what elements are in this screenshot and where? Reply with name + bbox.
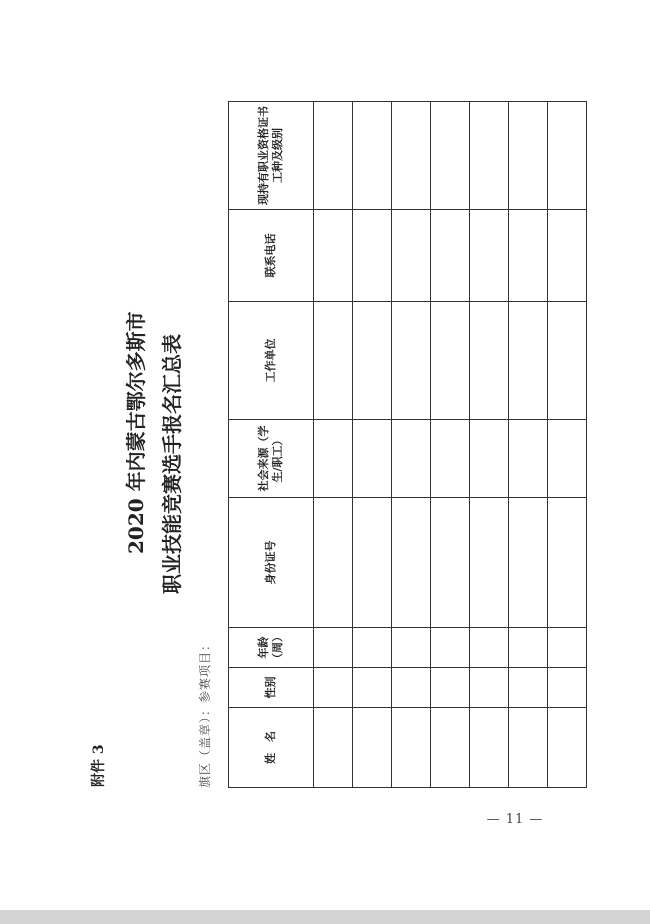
table-cell[interactable] <box>392 102 431 210</box>
table-cell[interactable] <box>353 708 392 788</box>
table-cell[interactable] <box>314 420 353 498</box>
table-cell[interactable] <box>470 302 509 420</box>
table-cell[interactable] <box>470 668 509 708</box>
title-line-1: 2020 年内蒙古鄂尔多斯市 <box>124 311 148 554</box>
table-row <box>470 102 509 788</box>
column-header-work-unit: 工作单位 <box>229 302 314 420</box>
table-header-row <box>229 102 314 788</box>
table-row <box>314 102 353 788</box>
table-cell[interactable] <box>392 628 431 668</box>
table-cell[interactable] <box>470 628 509 668</box>
table-cell[interactable] <box>392 498 431 628</box>
table-cell[interactable] <box>509 628 548 668</box>
table-row <box>353 102 392 788</box>
table-cell[interactable] <box>509 420 548 498</box>
table-cell[interactable] <box>470 210 509 302</box>
table-row <box>431 102 470 788</box>
table-cell[interactable] <box>392 210 431 302</box>
table-cell[interactable] <box>548 498 587 628</box>
registration-table <box>228 101 587 788</box>
table-cell[interactable] <box>509 102 548 210</box>
column-header-phone: 联系电话 <box>229 210 314 302</box>
table-cell[interactable] <box>353 302 392 420</box>
table-cell[interactable] <box>548 420 587 498</box>
table-row <box>509 102 548 788</box>
table-cell[interactable] <box>353 498 392 628</box>
table-cell[interactable] <box>509 498 548 628</box>
attachment-label: 附件 3 <box>91 744 107 787</box>
table-cell[interactable] <box>392 302 431 420</box>
column-header-age: 年龄（周） <box>229 628 314 668</box>
table-row <box>548 102 587 788</box>
page-number: — 11 — <box>486 812 544 827</box>
table-cell[interactable] <box>353 668 392 708</box>
table-cell[interactable] <box>314 302 353 420</box>
table-cell[interactable] <box>548 302 587 420</box>
table-cell[interactable] <box>509 668 548 708</box>
table-cell[interactable] <box>431 420 470 498</box>
table-cell[interactable] <box>509 302 548 420</box>
table-cell[interactable] <box>548 210 587 302</box>
column-header-id-number: 身份证号 <box>229 498 314 628</box>
table-cell[interactable] <box>353 628 392 668</box>
table-row <box>392 102 431 788</box>
column-header-qualification: 现持有职业资格证书工种及级别 <box>229 102 314 210</box>
table-cell[interactable] <box>470 102 509 210</box>
table-cell[interactable] <box>431 628 470 668</box>
table-cell[interactable] <box>431 302 470 420</box>
table-cell[interactable] <box>392 708 431 788</box>
table-cell[interactable] <box>548 102 587 210</box>
column-header-name: 姓 名 <box>229 708 314 788</box>
table-cell[interactable] <box>314 498 353 628</box>
table-cell[interactable] <box>470 498 509 628</box>
table-cell[interactable] <box>353 420 392 498</box>
column-header-gender: 性别 <box>229 668 314 708</box>
table-cell[interactable] <box>470 708 509 788</box>
table-cell[interactable] <box>314 210 353 302</box>
table-cell[interactable] <box>314 668 353 708</box>
table-cell[interactable] <box>392 420 431 498</box>
table-cell[interactable] <box>431 498 470 628</box>
table-cell[interactable] <box>314 628 353 668</box>
region-label: 旗区（盖章）：参赛项目： <box>198 637 212 788</box>
table-cell[interactable] <box>548 668 587 708</box>
title-line-2: 职业技能竞赛选手报名汇总表 <box>160 334 184 594</box>
table-cell[interactable] <box>548 708 587 788</box>
table-cell[interactable] <box>509 708 548 788</box>
table-cell[interactable] <box>353 102 392 210</box>
table-cell[interactable] <box>314 102 353 210</box>
table-cell[interactable] <box>431 708 470 788</box>
table-cell[interactable] <box>431 668 470 708</box>
page-bottom-strip <box>0 910 650 924</box>
table-cell[interactable] <box>509 210 548 302</box>
table-cell[interactable] <box>431 102 470 210</box>
table-cell[interactable] <box>548 628 587 668</box>
table-cell[interactable] <box>353 210 392 302</box>
table-cell[interactable] <box>392 668 431 708</box>
table-cell[interactable] <box>431 210 470 302</box>
table-cell[interactable] <box>470 420 509 498</box>
column-header-social-source: 社会来源（学生/职工） <box>229 420 314 498</box>
table-cell[interactable] <box>314 708 353 788</box>
